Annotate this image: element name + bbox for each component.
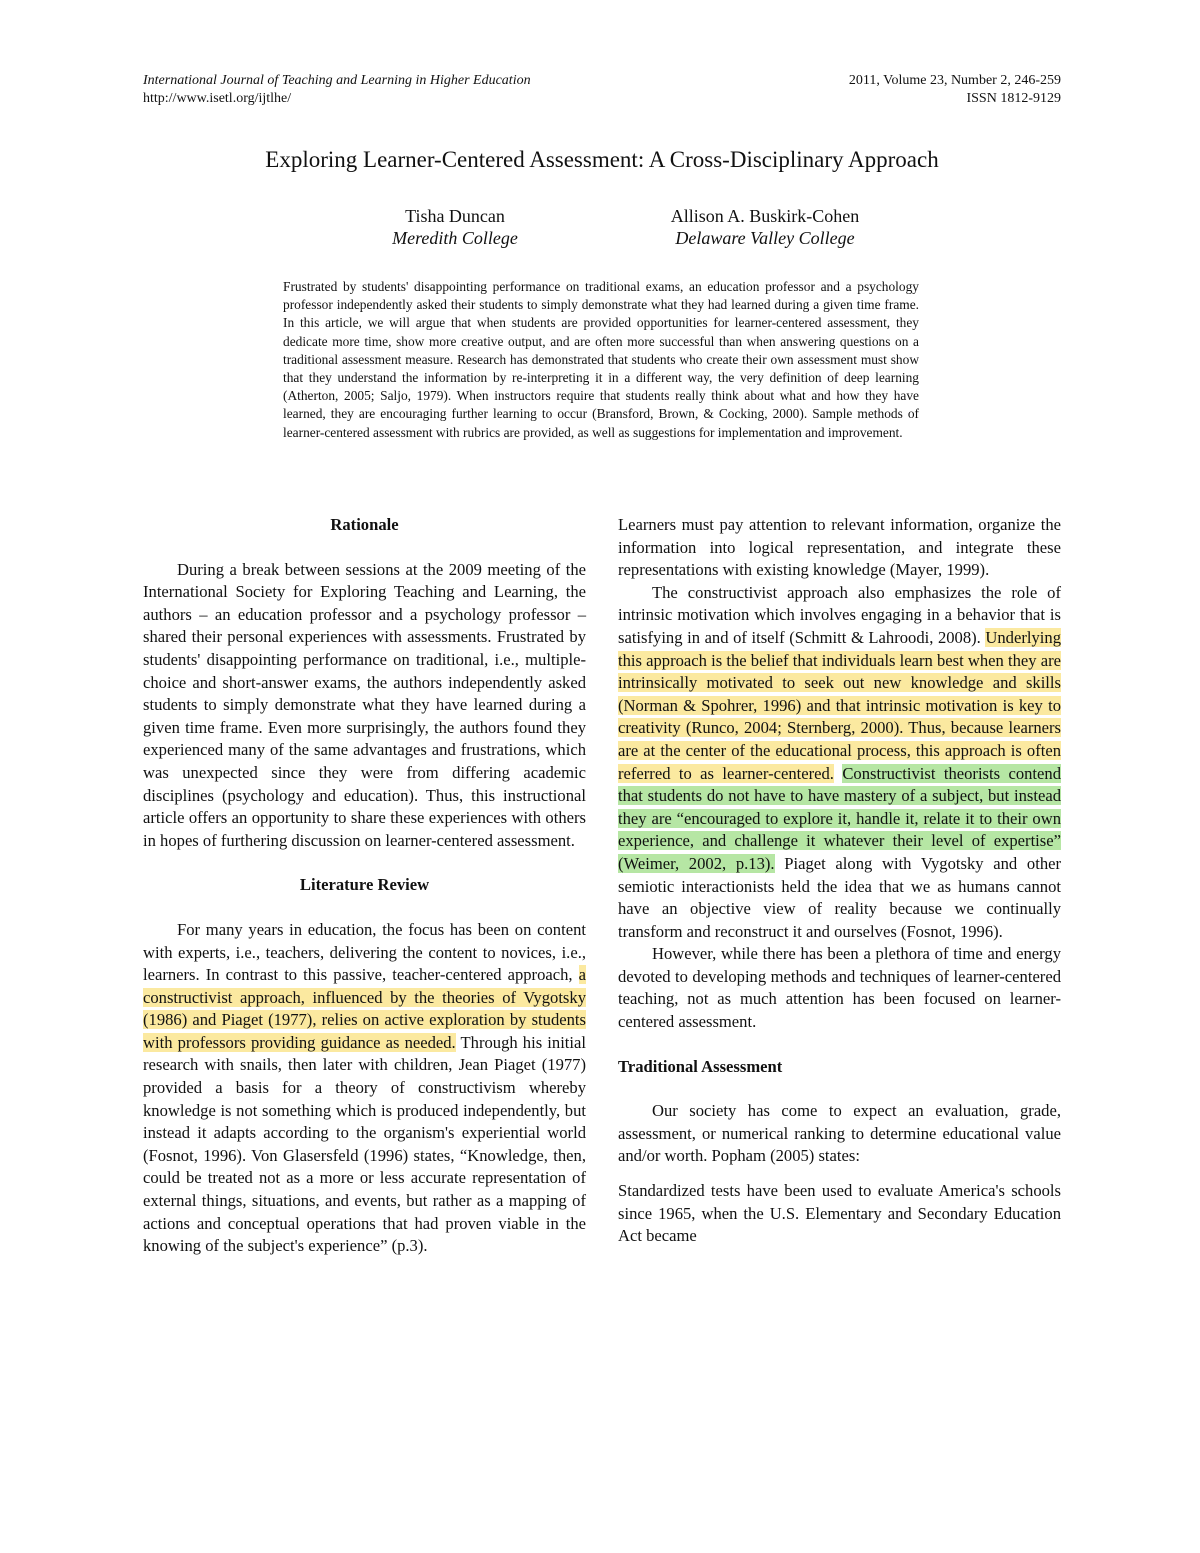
author-affiliation: Meredith College [392,228,518,248]
author-1 [295,205,615,249]
issn: ISSN 1812-9129 [966,91,1061,106]
however-paragraph: However, while there has been a plethora of time and energy devoted to developing methods and techniques of learner-centered teaching, not as much attention has been focused on learner-centered assessment. [618,944,1061,1032]
author-affiliation: Delaware Valley College [675,228,855,248]
literature-review-heading: Literature Review [299,875,430,895]
author-2 [605,205,925,249]
traditional-assessment-heading: Traditional Assessment [618,1056,783,1076]
right-column [618,514,1061,1248]
yellow-highlight: a constructivist approach, influenced by the theories of Vygotsky (1986) and Piaget (1977), relies on active exploration by students with professors providing guidance as needed. [143,965,586,1052]
rationale-heading: Rationale [330,515,399,534]
left-column [143,514,586,1258]
rationale-paragraph: During a break between sessions at the 2009 meeting of the International Society for Exploring Teaching and Learning, the authors – an education professor and a psychology professor – shared their personal experiences with assessments. Frustrated by students' disappointing performance on traditional, i.e., multiple-choice and short-answer exams, the authors independently asked students to simply demonstrate what they have learned during a given time frame. Even more surprisingly, the authors found they experienced many of the same advantages and frustrations, which was unexpected since they were from differing academic disciplines (psychology and education). Thus, this instructional article offers an opportunity to share these experiences with others in hopes of furthering discussion on learner-centered assessment. [143,559,586,850]
volume-info: 2011, Volume 23, Number 2, 246-259 [848,73,1061,88]
block-quote: Standardized tests have been used to evaluate America's schools since 1965, when the U.S. Elementary and Secondary Education Act became [618,1181,1061,1246]
constructivist-text-end: Piaget along with Vygotsky and other semiotic interactionists held the idea that we as humans cannot have an objective view of reality because we continually transform and reconstruct it and ourselves (Fosnot, 1996). [618,853,1062,941]
paper-title: Exploring Learner-Centered Assessment: A Cross-Disciplinary Approach [265,147,939,172]
author-name: Allison A. Buskirk-Cohen [670,206,860,226]
journal-name: International Journal of Teaching and Learning in Higher Education [143,73,531,88]
running-head [143,72,1061,108]
journal-url[interactable]: http://www.isetl.org/ijtlhe/ [143,91,292,106]
author-name: Tisha Duncan [405,206,505,226]
literature-review-paragraph [143,919,586,1258]
abstract: Frustrated by students' disappointing performance on traditional exams, an education professor and a psychology professor independently asked their students to simply demonstrate what they had learned during a given time frame. In this article, we will argue that when students are provided opportunities for learner-centered assessment, they dedicate more time, show more creative output, and are often more successful than when answering questions on a traditional assessment measure. Research has demonstrated that students who create their own assessment must show that they understand the information by re-interpreting it in a different way, the very definition of deep learning (Atherton, 2005; Saljo, 1979). When instructors require that students really think about what and how they have learned, they are encouraging further learning to occur (Bransford, Brown, & Cocking, 2000). Sample methods of learner-centered assessment with rubrics are provided, as well as suggestions for implementation and improvement. [283,279,919,440]
lit-text-start: For many years in education, the focus has been on content with experts, i.e., teachers, delivering the content to novices, i.e., learners. In contrast to this passive, teacher-centered approach, [143,919,586,985]
learners-paragraph: Learners must pay attention to relevant information, organize the information into logical representation, and integrate these representations with existing knowledge (Mayer, 1999). [618,515,1061,580]
society-paragraph: Our society has come to expect an evaluation, grade, assessment, or numerical ranking to determine educational value and/or worth. Popham (2005) states: [618,1101,1061,1166]
green-highlight: Constructivist theorists contend that students do not have to have mastery of a subject, but instead they are “encouraged to explore it, handle it, relate it to their own experience, and challenge it whatever their level of expertise” (Weimer, 2002, p.13). [618,763,1061,873]
yellow-highlight: Underlying this approach is the belief that individuals learn best when they are intrinsically motivated to seek out new knowledge and skills (Norman & Spohrer, 1996) and that intrinsic motivation is key to creativity (Runco, 2004; Sternberg, 2000). Thus, because learners are at the center of the educational process, this approach is often referred to as learner-centered. [618,627,1061,783]
lit-text-end: Through his initial research with snails, then later with children, Jean Piaget (1977) provided a basis for a theory of constructivism whereby knowledge is not something which is produced independently, but instead it adapts according to the organism's experiential world (Fosnot, 1996). Von Glasersfeld (1996) states, “Knowledge, then, could be treated not as a more or less accurate representation of external things, situations, and events, but rather as a mapping of actions and conceptual operations that had proven viable in the knowing of the subject's experience” (p.3). [143,1032,586,1256]
constructivist-paragraph [618,582,1061,944]
constructivist-text-start: The constructivist approach also emphasizes the role of intrinsic motivation which involves engaging in a behavior that is satisfying in and of itself (Schmitt & Lahroodi, 2008). [618,582,1061,647]
